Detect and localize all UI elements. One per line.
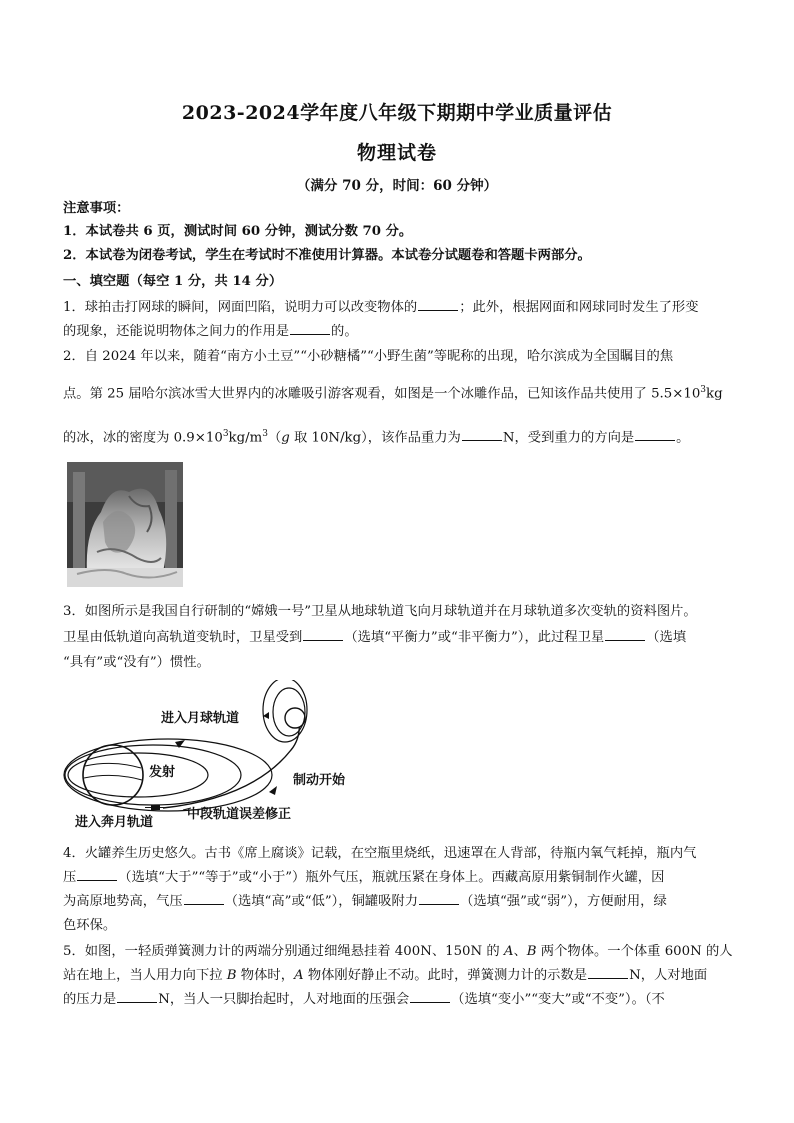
q1-blank-2: [290, 322, 330, 335]
section-1-heading: 一、填空题（每空 1 分，共 14 分）: [63, 274, 283, 289]
q3-blank-1: [303, 628, 343, 641]
exam-subject: 物理试卷: [356, 142, 437, 164]
q2-blank-1: [462, 428, 502, 441]
q4-blank-1: [77, 868, 117, 881]
q2-line-1: 2．自 2024 年以来，随着“南方小土豆”“小砂糖橘”“小野生菌”等昵称的出现，哈尔滨成为全国瞩目的焦: [63, 349, 674, 364]
notes-heading: 注意事项：: [63, 201, 130, 216]
q4-blank-3: [419, 892, 459, 905]
svg-text:进入奔月轨道: 进入奔月轨道: [75, 815, 154, 830]
chang-e-orbit-diagram: [63, 680, 383, 830]
ice-sculpture-photo: [67, 462, 183, 587]
notes-item-1: 1．本试卷共 6 页，测试时间 60 分钟，测试分数 70 分。: [63, 224, 413, 239]
q1-blank-1: [418, 298, 458, 311]
q4-line-3: 为高原地势高，气压 （选填“高”或“低”），铜罐吸附力 （选填“强”或“弱”），方便耐用，绿: [63, 894, 667, 909]
q4-blank-2: [184, 892, 224, 905]
q4-line-1: 4．火罐养生历史悠久。古书《席上腐谈》记载，在空瓶里烧纸，迅速罩在人背部，待瓶内氧气耗掉，瓶内气: [63, 846, 697, 861]
q4-line-2: 压 （选填“大于”“等于”或“小于”）瓶外气压，瓶就压紧在身体上。西藏高原用紫铜制作火罐，因: [63, 870, 665, 885]
q3-line-1: 3．如图所示是我国自行研制的“嫦娥一号”卫星从地球轨道飞向月球轨道并在月球轨道多次变轨的资料图片。: [63, 604, 697, 619]
q4-line-4: 色环保。: [63, 918, 117, 933]
svg-text:中段轨道误差修正: 中段轨道误差修正: [187, 807, 292, 822]
q5-blank-2: [117, 990, 157, 1003]
notes-item-2: 2．本试卷为闭卷考试，学生在考试时不准使用计算器。本试卷分试题卷和答题卡两部分。: [63, 248, 591, 263]
q2-line-2: 点。第 25 届哈尔滨冰雪大世界内的冰雕吸引游客观看，如图是一个冰雕作品，已知该作品共使用了 $5.5\times 10^3kg$: [63, 385, 723, 402]
q1-line-1: 1．球拍击打网球的瞬间，网面凹陷，说明力可以改变物体的 ；此外，根据网面和网球同时发生了形变: [63, 300, 699, 315]
q2-line-3: 的冰，冰的密度为 $0.9\times 10^3kg/m^3(g$ 取 10N/kg），该作品重力为 N，受到重力的方向是 。: [63, 429, 690, 446]
q2-blank-2: [635, 428, 675, 441]
svg-text:进入月球轨道: 进入月球轨道: [161, 711, 240, 726]
q5-line-1: 5．如图，一轻质弹簧测力计的两端分别通过细绳悬挂着 400N、150N 的 A、B 两个物体。一个体重 600N 的人: [63, 944, 733, 959]
exam-meta: （满分 70 分，时间：60 分钟）: [296, 178, 498, 194]
svg-text:制动开始: 制动开始: [293, 773, 346, 788]
q3-line-3: “具有”或“没有”）惯性。: [63, 655, 210, 670]
q3-blank-2: [605, 628, 645, 641]
q5-line-3: 的压力是 N，当人一只脚抬起时，人对地面的压强会 （选填“变小”“变大”或“不变”）。（不: [63, 992, 665, 1007]
svg-text:发射: 发射: [149, 765, 176, 780]
q5-blank-1: [588, 966, 628, 979]
q1-line-2: 的现象，还能说明物体之间力的作用是 的。: [63, 324, 358, 339]
exam-title: 2023-2024学年度八年级下期期中学业质量评估: [181, 102, 613, 124]
q5-line-2: 站在地上，当人用力向下拉 B 物体时，A 物体刚好静止不动。此时，弹簧测力计的示数是 N，人对地面: [63, 968, 708, 983]
q5-blank-3: [410, 990, 450, 1003]
q3-line-2: 卫星由低轨道向高轨道变轨时，卫星受到 （选填“平衡力”或“非平衡力”），此过程卫星 （选填: [63, 630, 687, 645]
